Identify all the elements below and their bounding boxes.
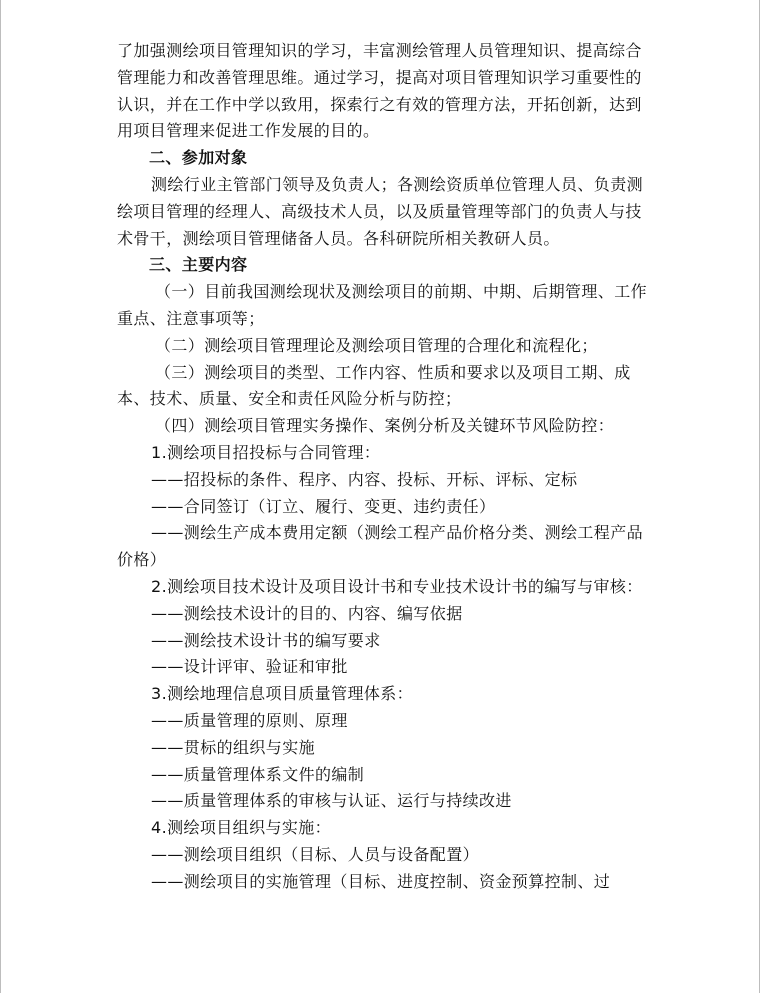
participants-paragraph: 测绘行业主管部门领导及负责人；各测绘资质单位管理人员、负责测绘项目管理的经理人、高级技术人员，以及质量管理等部门的负责人与技术骨干，测绘项目管理储备人员。各科研院所相关教研人员。 — [117, 174, 644, 248]
subsection-4-title: 4.测绘项目组织与实施： — [151, 818, 332, 838]
page-edge-left — [0, 0, 1, 993]
content-item-4: （四）测绘项目管理实务操作、案例分析及关键环节风险防控： — [155, 416, 615, 436]
subsection-3-point-d: ——质量管理体系的审核与认证、运行与持续改进 — [151, 791, 512, 811]
section-heading-participants: 二、参加对象 — [149, 148, 248, 168]
subsection-3-point-a: ——质量管理的原则、原理 — [151, 710, 348, 730]
subsection-2-point-a: ——测绘技术设计的目的、内容、编写依据 — [151, 603, 463, 623]
content-item-3: （三）测绘项目的类型、工作内容、性质和要求以及项目工期、成本、技术、质量、安全和责任风险分析与防控； — [117, 362, 631, 409]
section-heading-content: 三、主要内容 — [149, 255, 248, 275]
document-body — [117, 38, 657, 896]
subsection-4-point-a: ——测绘项目组织（目标、人员与设备配置） — [151, 844, 480, 864]
subsection-3-title: 3.测绘地理信息项目质量管理体系： — [151, 684, 414, 704]
subsection-1-title: 1.测绘项目招投标与合同管理： — [151, 442, 381, 462]
subsection-2-title: 2.测绘项目技术设计及项目设计书和专业技术设计书的编写与审核： — [151, 576, 643, 596]
subsection-4-point-b: ——测绘项目的实施管理（目标、进度控制、资金预算控制、过 — [151, 871, 611, 891]
intro-paragraph: 了加强测绘项目管理知识的学习，丰富测绘管理人员管理知识、提高综合管理能力和改善管理思维。通过学习，提高对项目管理知识学习重要性的认识，并在工作中学以致用，探索行之有效的管理方法，开拓创新，达到用项目管理来促进工作发展的目的。 — [117, 41, 642, 141]
content-item-1: （一）目前我国测绘现状及测绘项目的前期、中期、后期管理、工作重点、注意事项等； — [117, 282, 648, 328]
subsection-3-point-b: ——贯标的组织与实施 — [151, 737, 316, 757]
content-item-2: （二）测绘项目管理理论及测绘项目管理的合理化和流程化； — [155, 335, 598, 355]
subsection-1-point-c: ——测绘生产成本费用定额（测绘工程产品价格分类、测绘工程产品价格） — [117, 523, 644, 570]
subsection-1-point-a: ——招投标的条件、程序、内容、投标、开标、评标、定标 — [151, 469, 578, 489]
subsection-1-point-b: ——合同签订（订立、履行、变更、违约责任） — [151, 496, 496, 516]
subsection-3-point-c: ——质量管理体系文件的编制 — [151, 764, 365, 784]
subsection-2-point-c: ——设计评审、验证和审批 — [151, 657, 348, 677]
subsection-2-point-b: ——测绘技术设计书的编写要求 — [151, 630, 381, 650]
